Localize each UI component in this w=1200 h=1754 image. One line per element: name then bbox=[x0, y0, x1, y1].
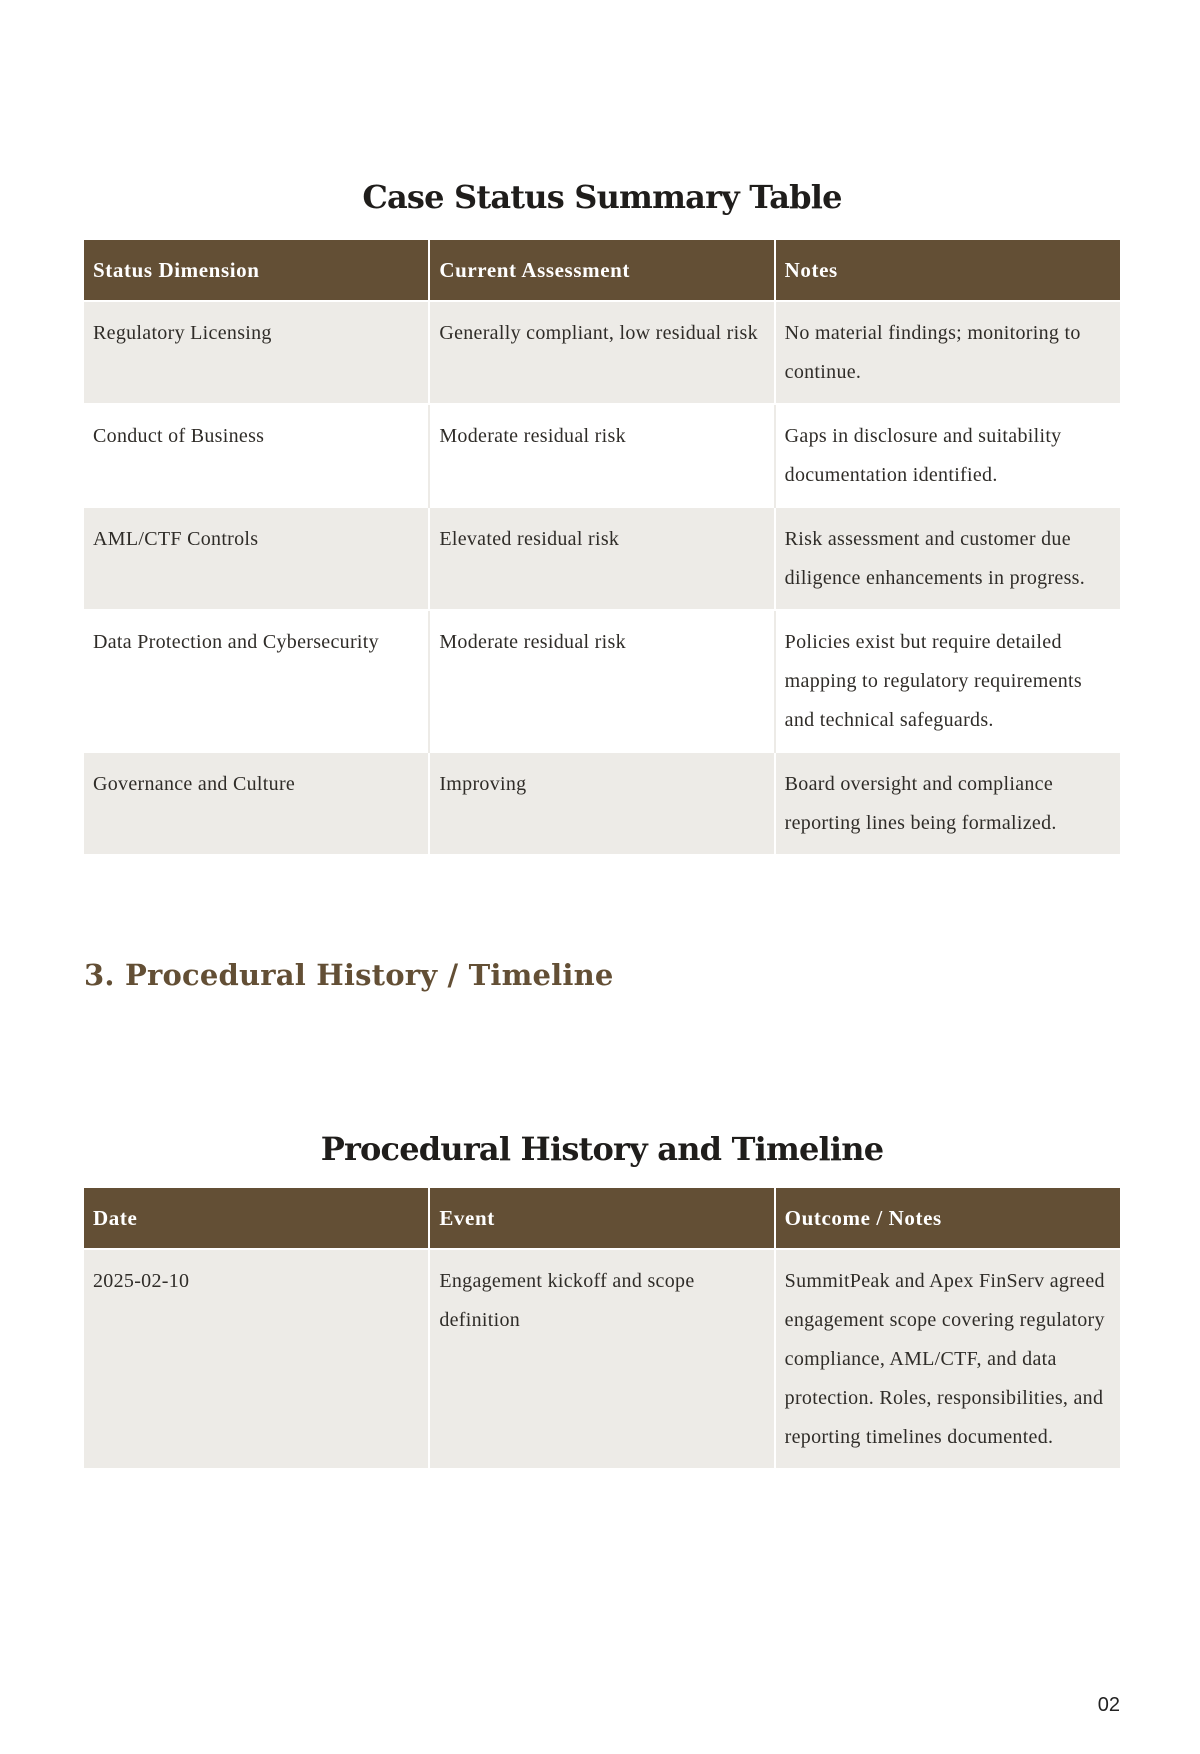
column-header-event: Event bbox=[429, 1188, 774, 1249]
table-row bbox=[84, 404, 1120, 507]
table-cell: Engagement kickoff and scope definition bbox=[429, 1249, 774, 1468]
table-cell: 2025-02-10 bbox=[84, 1249, 429, 1468]
status-table-title: Case Status Summary Table bbox=[362, 178, 842, 216]
table-cell: No material findings; monitoring to continue. bbox=[775, 301, 1120, 404]
column-header-notes: Notes bbox=[775, 240, 1120, 301]
table-cell: SummitPeak and Apex FinServ agreed engagement scope covering regulatory compliance, AML/CTF, and data protection. Roles, responsibilities, and reporting timelines documented. bbox=[775, 1249, 1120, 1468]
table-cell: Elevated residual risk bbox=[429, 507, 774, 610]
section-heading: 3. Procedural History / Timeline bbox=[84, 958, 614, 992]
table-row bbox=[84, 752, 1120, 854]
table-cell: Policies exist but require detailed mapping to regulatory requirements and technical safeguards. bbox=[775, 610, 1120, 752]
table-header-row bbox=[84, 240, 1120, 301]
table-row bbox=[84, 1249, 1120, 1468]
column-header-current-assessment: Current Assessment bbox=[429, 240, 774, 301]
table-cell: Moderate residual risk bbox=[429, 610, 774, 752]
table-cell: Conduct of Business bbox=[84, 404, 429, 507]
timeline-table bbox=[84, 1188, 1120, 1468]
table-cell: Data Protection and Cybersecurity bbox=[84, 610, 429, 752]
table-row bbox=[84, 610, 1120, 752]
page-number: 02 bbox=[1097, 1694, 1120, 1716]
table-cell: Gaps in disclosure and suitability documentation identified. bbox=[775, 404, 1120, 507]
table-cell: Generally compliant, low residual risk bbox=[429, 301, 774, 404]
table-cell: Board oversight and compliance reporting lines being formalized. bbox=[775, 752, 1120, 854]
table-cell: Risk assessment and customer due diligence enhancements in progress. bbox=[775, 507, 1120, 610]
table-cell: Moderate residual risk bbox=[429, 404, 774, 507]
table-row bbox=[84, 301, 1120, 404]
table-cell: AML/CTF Controls bbox=[84, 507, 429, 610]
column-header-status-dimension: Status Dimension bbox=[84, 240, 429, 301]
table-cell: Regulatory Licensing bbox=[84, 301, 429, 404]
timeline-table-title: Procedural History and Timeline bbox=[320, 1130, 884, 1168]
table-cell: Improving bbox=[429, 752, 774, 854]
table-cell: Governance and Culture bbox=[84, 752, 429, 854]
status-summary-table bbox=[84, 240, 1120, 854]
table-row bbox=[84, 507, 1120, 610]
column-header-date: Date bbox=[84, 1188, 429, 1249]
column-header-outcome-notes: Outcome / Notes bbox=[775, 1188, 1120, 1249]
table-header-row bbox=[84, 1188, 1120, 1249]
